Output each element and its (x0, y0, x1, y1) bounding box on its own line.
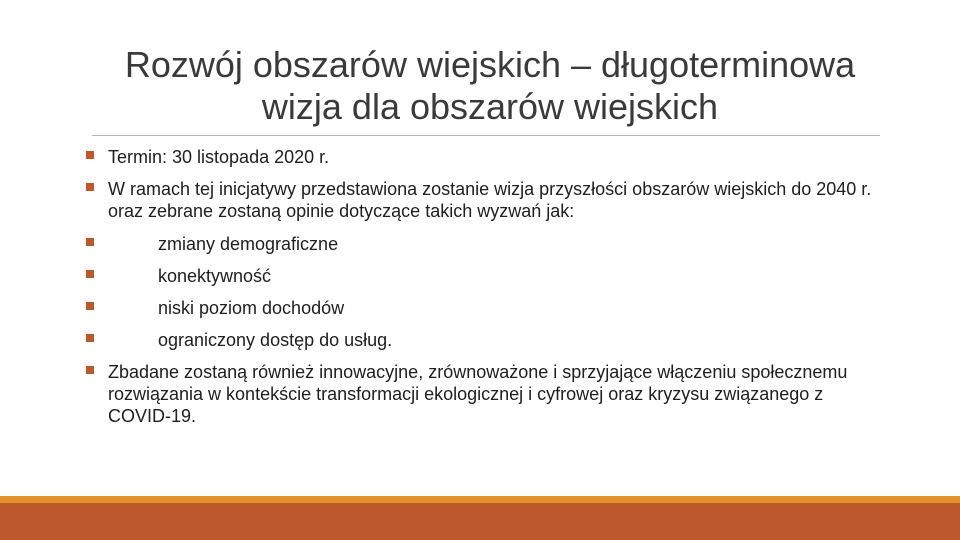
square-bullet-icon (86, 151, 94, 159)
footer-accent-band (0, 496, 960, 503)
square-bullet-icon (86, 270, 94, 278)
footer-bar (0, 496, 960, 540)
list-item-text: niski poziom dochodów (158, 298, 345, 318)
square-bullet-icon (86, 183, 94, 191)
list-item (86, 233, 886, 255)
title-divider (92, 135, 880, 136)
list-item (86, 178, 886, 222)
list-item-text: zmiany demograficzne (158, 234, 339, 254)
list-item (86, 146, 886, 168)
list-item-text: konektywność (158, 266, 272, 286)
square-bullet-icon (86, 334, 94, 342)
square-bullet-icon (86, 238, 94, 246)
slide-title-line-2: wizja dla obszarów wiejskich (261, 86, 719, 127)
list-item (86, 265, 886, 287)
square-bullet-icon (86, 366, 94, 374)
list-item (86, 297, 886, 319)
list-item-text: ograniczony dostęp do usług. (158, 330, 393, 350)
slide-title-line-1: Rozwój obszarów wiejskich – długoterminowa (124, 44, 856, 85)
list-item (86, 329, 886, 351)
square-bullet-icon (86, 302, 94, 310)
list-item-text: Termin: 30 listopada 2020 r. (108, 147, 330, 167)
list-item (86, 361, 886, 427)
list-item-text: Zbadane zostaną również innowacyjne, zrównoważone i sprzyjające włączeniu społecznemu rozwiązania w kontekście transformacji ekologicznej i cyfrowej oraz kryzysu związanego z COVID-19. (108, 362, 848, 426)
list-item-text: W ramach tej inicjatywy przedstawiona zostanie wizja przyszłości obszarów wiejskich do 2040 r. oraz zebrane zostaną opinie dotyczące takich wyzwań jak: (108, 179, 872, 221)
slide-title (60, 44, 920, 128)
bullet-list (86, 146, 886, 427)
